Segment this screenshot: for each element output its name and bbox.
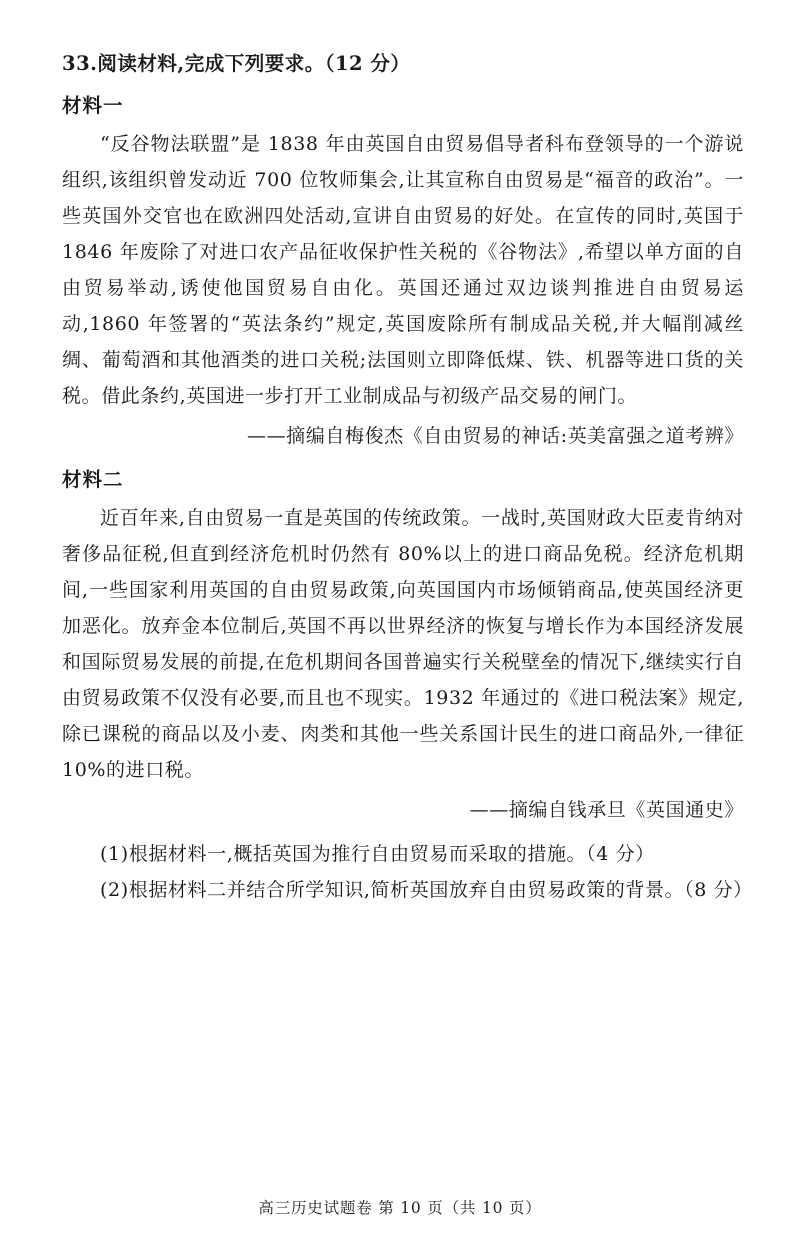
- material-one-heading: 材料一: [62, 94, 124, 117]
- sub-question-1: (1)根据材料一,概括英国为推行自由贸易而采取的措施。（4 分）: [100, 843, 655, 865]
- sub-question-2: (2)根据材料二并结合所学知识,简析英国放弃自由贸易政策的背景。（8 分）: [100, 879, 753, 901]
- page-footer: 高三历史试题卷 第 10 页（共 10 页）: [258, 1199, 542, 1217]
- material-two-source: ——摘编自钱承旦《英国通史》: [469, 799, 744, 821]
- material-one-body: “反谷物法联盟”是 1838 年由英国自由贸易倡导者科布登领导的一个游说组织,该组织曾发动近 700 位牧师集会,让其宣称自由贸易是“福音的政治”。一些英国外交官也在欧洲四处活动,宣讲自由贸易的好处。在宣传的同时,英国于 1846 年废除了对进口农产品征收保护性关税的《谷物法》,希望以单方面的自由贸易举动,诱使他国贸易自由化。英国还通过双边谈判推进自由贸易运动,1860 年签署的“英法条约”规定,英国废除所有制成品关税,并大幅削减丝绸、葡萄酒和其他酒类的进口关税;法国则立即降低煤、铁、机器等进口货的关税。借此条约,英国进一步打开工业制成品与初级产品交易的闸门。: [62, 133, 744, 407]
- question-prompt: 33.阅读材料,完成下列要求。（12 分）: [62, 52, 411, 75]
- material-two-heading: 材料二: [62, 468, 124, 491]
- material-one-source: ——摘编自梅俊杰《自由贸易的神话:英美富强之道考辨》: [246, 425, 744, 447]
- material-two-body: 近百年来,自由贸易一直是英国的传统政策。一战时,英国财政大臣麦肯纳对奢侈品征税,但直到经济危机时仍然有 80%以上的进口商品免税。经济危机期间,一些国家利用英国的自由贸易政策,向英国国内市场倾销商品,使英国经济更加恶化。放弃金本位制后,英国不再以世界经济的恢复与增长作为本国经济发展和国际贸易发展的前提,在危机期间各国普遍实行关税壁垒的情况下,继续实行自由贸易政策不仅没有必要,而且也不现实。1932 年通过的《进口税法案》规定,除已课税的商品以及小麦、肉类和其他一些关系国计民生的进口商品外,一律征 10%的进口税。: [62, 507, 744, 781]
